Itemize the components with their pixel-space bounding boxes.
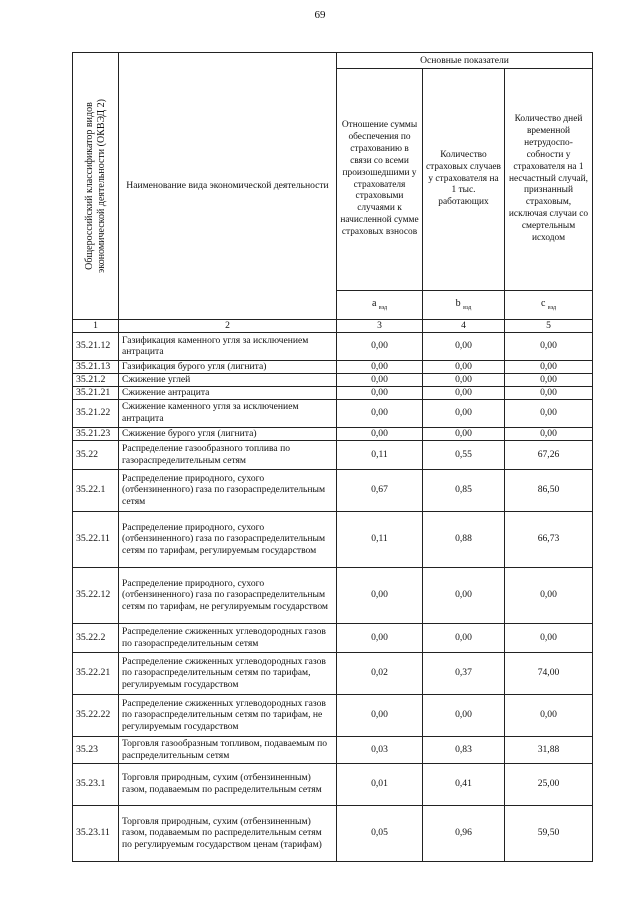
indicator-b-value: 0,00 bbox=[423, 386, 505, 399]
indicator-c-value: 0,00 bbox=[505, 360, 593, 373]
okved-code: 35.22.2 bbox=[73, 623, 119, 652]
table-row bbox=[73, 567, 593, 623]
activity-name: Торговля природным, сухим (отбензиненным) газом, подаваемым по распределительным сетям по регулируемым государством ценам (тарифам) bbox=[119, 805, 337, 861]
indicator-a-value: 0,00 bbox=[337, 373, 423, 386]
activity-name: Газификация бурого угля (лигнита) bbox=[119, 360, 337, 373]
indicator-c-value: 25,00 bbox=[505, 763, 593, 805]
indicator-c-header: Количество дней временной нетрудоспо- собности у страхователя на 1 несчастный случай, признанный страховым, исключая случаи со смертельным исходом bbox=[505, 69, 593, 291]
indicator-b-value: 0,37 bbox=[423, 652, 505, 694]
indicator-b-value: 0,00 bbox=[423, 360, 505, 373]
indicator-c-value: 31,88 bbox=[505, 736, 593, 763]
indicator-a-value: 0,00 bbox=[337, 399, 423, 427]
indicator-a-header: Отношение суммы обеспечения по страхованию в связи со всеми произошедшими у страхователя страховыми случаями к начисленной сумме страховых взносов bbox=[337, 69, 423, 291]
indicator-c-value: 0,00 bbox=[505, 399, 593, 427]
okved-code: 35.22 bbox=[73, 440, 119, 469]
code-a-sub: вэд bbox=[378, 304, 388, 311]
table-row bbox=[73, 332, 593, 360]
activity-name: Сжижение антрацита bbox=[119, 386, 337, 399]
indicator-a-value: 0,67 bbox=[337, 469, 423, 511]
indicator-c-value: 0,00 bbox=[505, 694, 593, 736]
okved-code: 35.22.1 bbox=[73, 469, 119, 511]
okved-code: 35.22.22 bbox=[73, 694, 119, 736]
indicator-a-value: 0,00 bbox=[337, 623, 423, 652]
indicator-c-value: 0,00 bbox=[505, 332, 593, 360]
activity-name: Распределение природного, сухого (отбензиненного) газа по газораспределительным сетям по тарифам, не регулируемым государством bbox=[119, 567, 337, 623]
table-row bbox=[73, 763, 593, 805]
indicator-b-value: 0,55 bbox=[423, 440, 505, 469]
code-b-letter: b bbox=[455, 297, 461, 309]
code-b-sub: вэд bbox=[463, 304, 472, 311]
okved-code: 35.23.1 bbox=[73, 763, 119, 805]
indicator-a-value: 0,00 bbox=[337, 567, 423, 623]
table-row bbox=[73, 623, 593, 652]
indicator-b-value: 0,88 bbox=[423, 511, 505, 567]
activity-name: Распределение сжиженных углеводородных газов по газораспределительным сетям bbox=[119, 623, 337, 652]
indicator-b-value: 0,00 bbox=[423, 332, 505, 360]
column-number: 2 bbox=[119, 320, 337, 333]
okved-code: 35.21.22 bbox=[73, 399, 119, 427]
activity-name: Торговля газообразным топливом, подаваемым по распределительным сетям bbox=[119, 736, 337, 763]
indicator-b-value: 0,41 bbox=[423, 763, 505, 805]
column-number: 3 bbox=[337, 320, 423, 333]
indicator-a-value: 0,05 bbox=[337, 805, 423, 861]
indicator-c-code bbox=[505, 291, 593, 320]
code-c-sub: вэд bbox=[547, 304, 557, 311]
okved-code: 35.21.21 bbox=[73, 386, 119, 399]
okved-code: 35.21.2 bbox=[73, 373, 119, 386]
okved-code: 35.21.13 bbox=[73, 360, 119, 373]
indicator-a-value: 0,11 bbox=[337, 511, 423, 567]
activity-name: Распределение природного, сухого (отбензиненного) газа по газораспределительным сетям по тарифам, регулируемым государством bbox=[119, 511, 337, 567]
indicator-c-value: 0,00 bbox=[505, 373, 593, 386]
indicator-b-value: 0,00 bbox=[423, 399, 505, 427]
activity-name: Распределение газообразного топлива по газораспределительным сетям bbox=[119, 440, 337, 469]
okved-code: 35.21.12 bbox=[73, 332, 119, 360]
indicator-a-value: 0,00 bbox=[337, 427, 423, 440]
activity-name: Сжижение каменного угля за исключением антрацита bbox=[119, 399, 337, 427]
activity-name: Сжижение углей bbox=[119, 373, 337, 386]
indicator-a-value: 0,02 bbox=[337, 652, 423, 694]
column-number: 1 bbox=[73, 320, 119, 333]
table-row bbox=[73, 511, 593, 567]
rates-table bbox=[72, 52, 593, 862]
table-row bbox=[73, 652, 593, 694]
table-row bbox=[73, 386, 593, 399]
indicator-b-code bbox=[423, 291, 505, 320]
indicator-b-header: Количество страховых случаев у страхователя на 1 тыс. работающих bbox=[423, 69, 505, 291]
indicator-a-value: 0,00 bbox=[337, 694, 423, 736]
okved-header: Общероссийский классификатор видов экономической деятельности (ОКВЭД 2) bbox=[83, 99, 107, 273]
table-row bbox=[73, 469, 593, 511]
indicator-c-value: 74,00 bbox=[505, 652, 593, 694]
okved-code: 35.21.23 bbox=[73, 427, 119, 440]
table-row bbox=[73, 427, 593, 440]
indicator-b-value: 0,00 bbox=[423, 373, 505, 386]
indicator-a-value: 0,11 bbox=[337, 440, 423, 469]
indicator-a-value: 0,00 bbox=[337, 386, 423, 399]
activity-name: Распределение природного, сухого (отбензиненного) газа по газораспределительным сетям bbox=[119, 469, 337, 511]
indicator-b-value: 0,96 bbox=[423, 805, 505, 861]
code-a-letter: a bbox=[371, 297, 377, 309]
okved-header-cell bbox=[73, 53, 119, 320]
okved-code: 35.23 bbox=[73, 736, 119, 763]
okved-code: 35.22.11 bbox=[73, 511, 119, 567]
table-row bbox=[73, 440, 593, 469]
indicator-c-value: 59,50 bbox=[505, 805, 593, 861]
indicator-b-value: 0,85 bbox=[423, 469, 505, 511]
indicator-a-value: 0,00 bbox=[337, 360, 423, 373]
indicator-c-value: 66,73 bbox=[505, 511, 593, 567]
indicator-a-value: 0,03 bbox=[337, 736, 423, 763]
indicator-a-value: 0,01 bbox=[337, 763, 423, 805]
activity-name: Торговля природным, сухим (отбензиненным) газом, подаваемым по распределительным сетям bbox=[119, 763, 337, 805]
column-number: 5 bbox=[505, 320, 593, 333]
column-number: 4 bbox=[423, 320, 505, 333]
okved-code: 35.22.12 bbox=[73, 567, 119, 623]
activity-name: Распределение сжиженных углеводородных газов по газораспределительным сетям по тарифам, регулируемым государством bbox=[119, 652, 337, 694]
indicator-b-value: 0,00 bbox=[423, 694, 505, 736]
activity-name: Газификация каменного угля за исключением антрацита bbox=[119, 332, 337, 360]
table-row bbox=[73, 805, 593, 861]
activity-name: Сжижение бурого угля (лигнита) bbox=[119, 427, 337, 440]
indicator-c-value: 0,00 bbox=[505, 386, 593, 399]
code-c-letter: c bbox=[540, 297, 546, 309]
indicator-c-value: 0,00 bbox=[505, 623, 593, 652]
table-row bbox=[73, 360, 593, 373]
indicator-c-value: 0,00 bbox=[505, 427, 593, 440]
okved-code: 35.23.11 bbox=[73, 805, 119, 861]
activity-name: Распределение сжиженных углеводородных газов по газораспределительным сетям по тарифам, не регулируемым государством bbox=[119, 694, 337, 736]
table-row bbox=[73, 399, 593, 427]
indicator-c-value: 67,26 bbox=[505, 440, 593, 469]
indicator-c-value: 86,50 bbox=[505, 469, 593, 511]
indicator-b-value: 0,00 bbox=[423, 427, 505, 440]
table-row bbox=[73, 373, 593, 386]
page-number: 69 bbox=[314, 9, 326, 21]
indicator-b-value: 0,83 bbox=[423, 736, 505, 763]
main-indicators-header: Основные показатели bbox=[337, 53, 593, 69]
indicator-b-value: 0,00 bbox=[423, 623, 505, 652]
indicator-c-value: 0,00 bbox=[505, 567, 593, 623]
indicator-a-value: 0,00 bbox=[337, 332, 423, 360]
indicator-b-value: 0,00 bbox=[423, 567, 505, 623]
activity-name-header: Наименование вида экономической деятельности bbox=[119, 53, 337, 320]
column-numbers-row bbox=[73, 320, 593, 333]
okved-code: 35.22.21 bbox=[73, 652, 119, 694]
table-row bbox=[73, 694, 593, 736]
table-row bbox=[73, 736, 593, 763]
indicator-a-code bbox=[337, 291, 423, 320]
